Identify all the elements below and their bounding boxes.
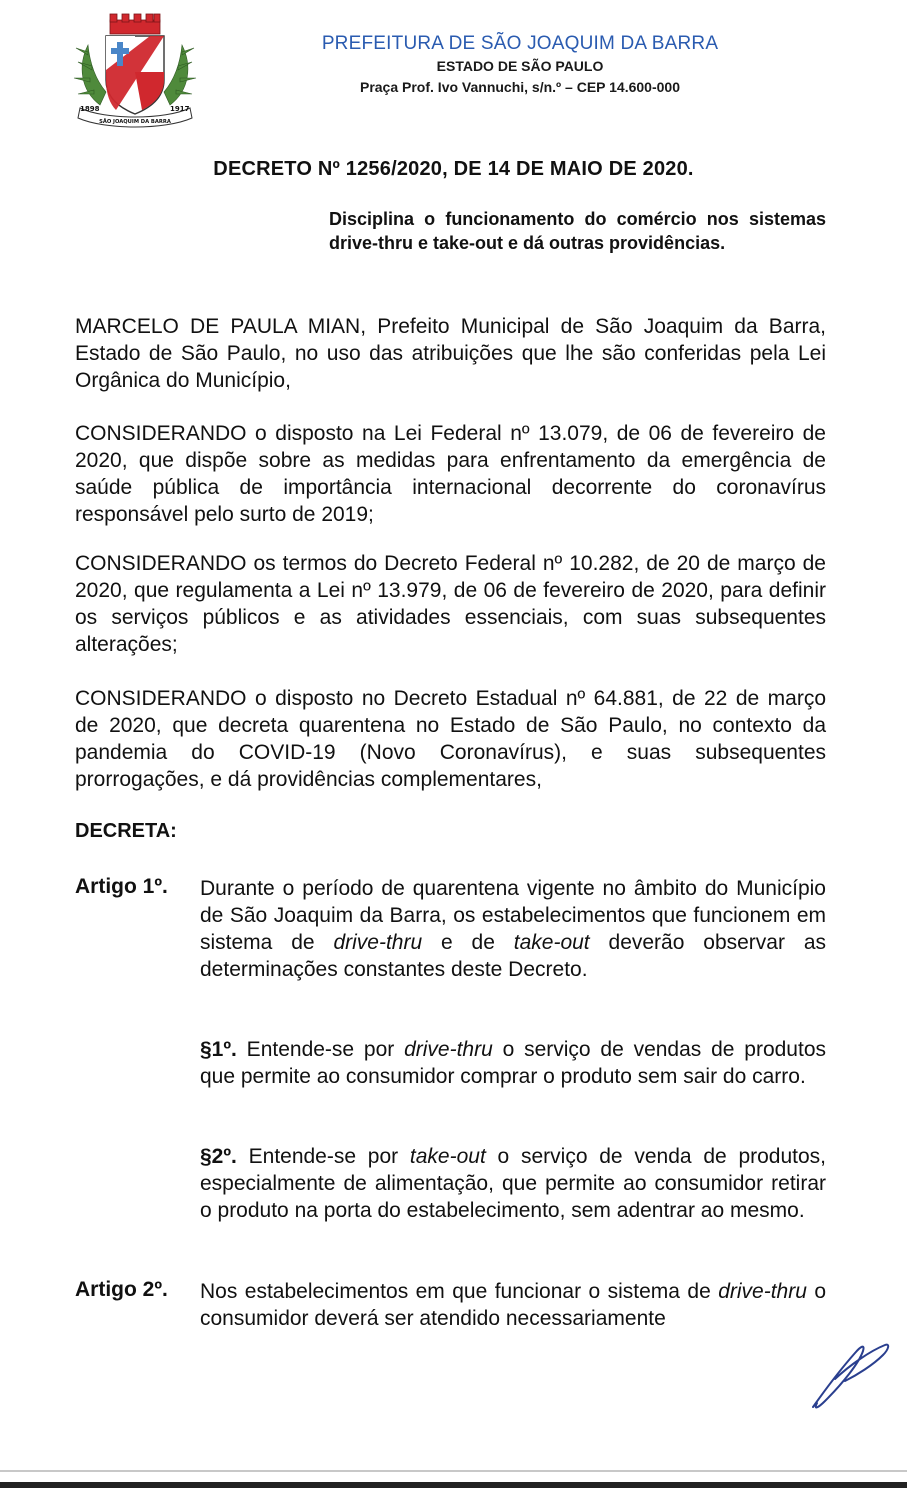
considering-paragraph-2: CONSIDERANDO os termos do Decreto Federal nº 10.282, de 20 de março de 2020, que regulamenta a Lei nº 13.979, de 06 de fevereiro de 2020, para definir os serviços públicos e as atividades essenciais, com suas subsequentes alterações; (75, 552, 826, 656)
header-state: ESTADO DE SÃO PAULO (436, 58, 604, 74)
article-1-paragraph-1: §1º. Entende-se por drive-thru o serviço de vendas de produtos que permite ao consumidor comprar o produto sem sair do carro. (200, 1038, 826, 1088)
footer-divider (0, 1470, 907, 1472)
crest-crown (110, 14, 160, 34)
scan-edge-bar (0, 1482, 907, 1488)
decree-summary: Disciplina o funcionamento do comércio nos sistemas drive-thru e take-out e dá outras providências. (329, 209, 826, 253)
considering-paragraph-3: CONSIDERANDO o disposto no Decreto Estadual nº 64.881, de 22 de março de 2020, que decreta quarentena no Estado de São Paulo, no contexto da pandemia do COVID-19 (Novo Coronavírus), e suas subsequentes prorrogações, e dá providências complementares, (75, 687, 826, 791)
municipal-crest-logo (70, 10, 200, 132)
decree-title: DECRETO Nº 1256/2020, DE 14 DE MAIO DE 2020. (213, 158, 694, 180)
crest-left-leaves (74, 45, 106, 105)
article-1-paragraph-2: §2º. Entende-se por take-out o serviço de venda de produtos, especialmente de alimentação, que permite ao consumidor retirar o produto na porta do estabelecimento, sem adentrar ao mesmo. (200, 1145, 827, 1222)
preamble-paragraph: MARCELO DE PAULA MIAN, Prefeito Municipal de São Joaquim da Barra, Estado de São Paulo, no uso das atribuições que lhe são conferidas pela Lei Orgânica do Município, (75, 315, 826, 392)
article-2-text: Nos estabelecimentos em que funcionar o sistema de drive-thru o consumidor deverá ser atendido necessariamente (200, 1280, 826, 1330)
header-address: Praça Prof. Ivo Vannuchi, s/n.º – CEP 14.600-000 (359, 79, 680, 95)
article-1-text: Durante o período de quarentena vigente no âmbito do Município de São Joaquim da Barra, os estabelecimentos que funcionem em sistema de drive-thru e de take-out deverão observar as determinações constantes deste Decreto. (200, 877, 827, 981)
crest-year-left: 1898 (80, 105, 100, 113)
article-1-label: Artigo 1º. (75, 875, 168, 898)
crest-year-right: 1917 (170, 105, 190, 113)
header-city-name: PREFEITURA DE SÃO JOAQUIM DA BARRA (321, 33, 719, 54)
handwritten-initials-signature (795, 1335, 895, 1415)
crest-ribbon-text: SÃO JOAQUIM DA BARRA (99, 119, 171, 125)
considering-paragraph-1: CONSIDERANDO o disposto na Lei Federal nº 13.079, de 06 de fevereiro de 2020, que dispõe sobre as medidas para enfrentamento da emergência de saúde pública de importância internacional decorrente do coronavírus responsável pelo surto de 2019; (75, 422, 826, 526)
article-2-label: Artigo 2º. (75, 1278, 168, 1301)
decreta-heading: DECRETA: (75, 820, 177, 842)
crest-right-leaves (164, 45, 196, 105)
